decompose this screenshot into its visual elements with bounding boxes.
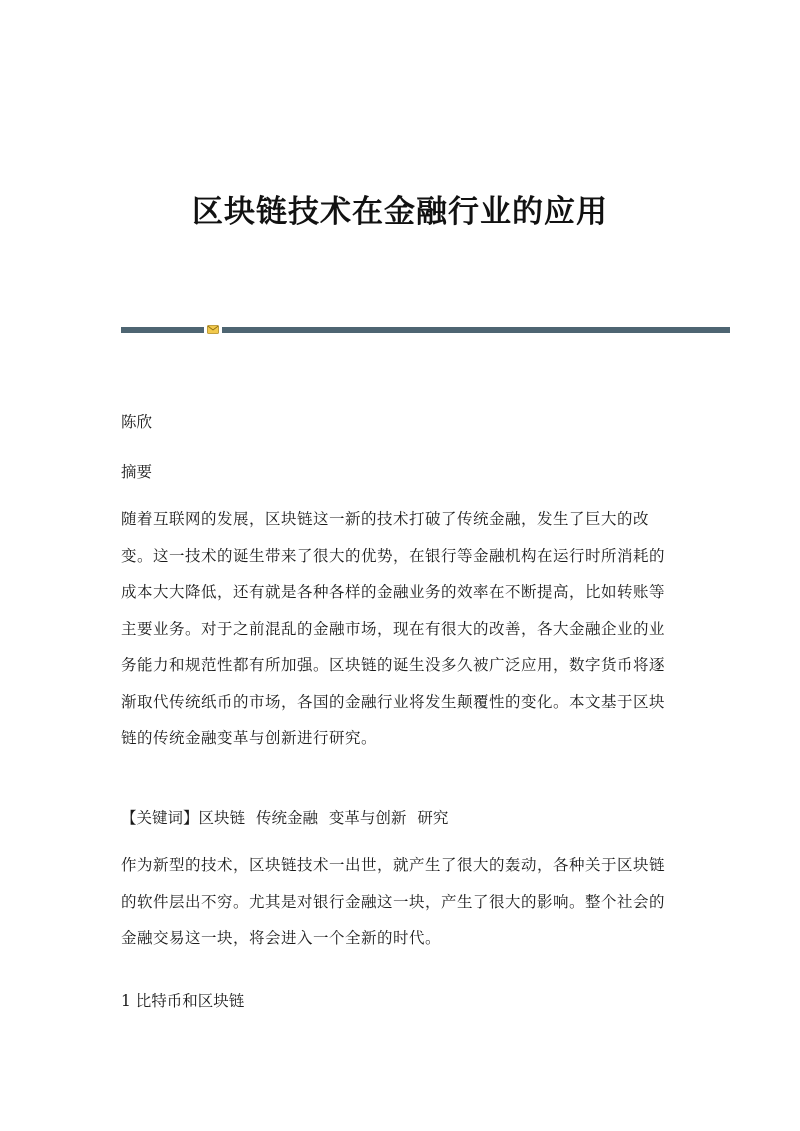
keywords-label: 【关键词】 xyxy=(121,809,199,827)
abstract-line: 成本大大降低，还有就是各种各样的金融业务的效率在不断提高，比如转账等 xyxy=(121,583,666,601)
document-title: 区块链技术在金融行业的应用 xyxy=(192,194,608,230)
abstract-line: 变。这一技术的诞生带来了很大的优势，在银行等金融机构在运行时所消耗的 xyxy=(121,546,666,565)
abstract-line: 渐取代传统纸币的市场，各国的金融行业将发生颠覆性的变化。本文基于区块 xyxy=(121,692,666,711)
intro-line: 作为新型的技术，区块链技术一出世，就产生了很大的轰动，各种关于区块链 xyxy=(121,856,666,874)
section-heading: 1 比特币和区块链 xyxy=(121,992,245,1010)
divider-bar-left xyxy=(121,327,204,333)
keyword: 研究 xyxy=(417,809,449,827)
abstract-line: 随着互联网的发展，区块链这一新的技术打破了传统金融，发生了巨大的改 xyxy=(121,510,650,528)
keyword: 变革与创新 xyxy=(328,809,407,827)
title-divider xyxy=(121,326,730,334)
abstract-body xyxy=(121,501,681,757)
abstract-line: 主要业务。对于之前混乱的金融市场，现在有很大的改善，各大金融企业的业 xyxy=(121,619,666,638)
keywords-line xyxy=(121,806,448,828)
abstract-line: 务能力和规范性都有所加强。区块链的诞生没多久被广泛应用，数字货币将逐 xyxy=(121,656,666,674)
abstract-line: 链的传统金融变革与创新进行研究。 xyxy=(121,729,378,747)
abstract-heading: 摘要 xyxy=(121,463,153,481)
keyword: 传统金融 xyxy=(255,809,318,827)
author-name: 陈欣 xyxy=(121,413,153,431)
envelope-icon xyxy=(207,324,219,335)
intro-line: 的软件层出不穷。尤其是对银行金融这一块，产生了很大的影响。整个社会的 xyxy=(121,892,666,911)
intro-body xyxy=(121,847,681,957)
intro-line: 金融交易这一块，将会进入一个全新的时代。 xyxy=(121,929,442,947)
divider-bar-right xyxy=(222,327,730,333)
keyword: 区块链 xyxy=(198,809,246,827)
